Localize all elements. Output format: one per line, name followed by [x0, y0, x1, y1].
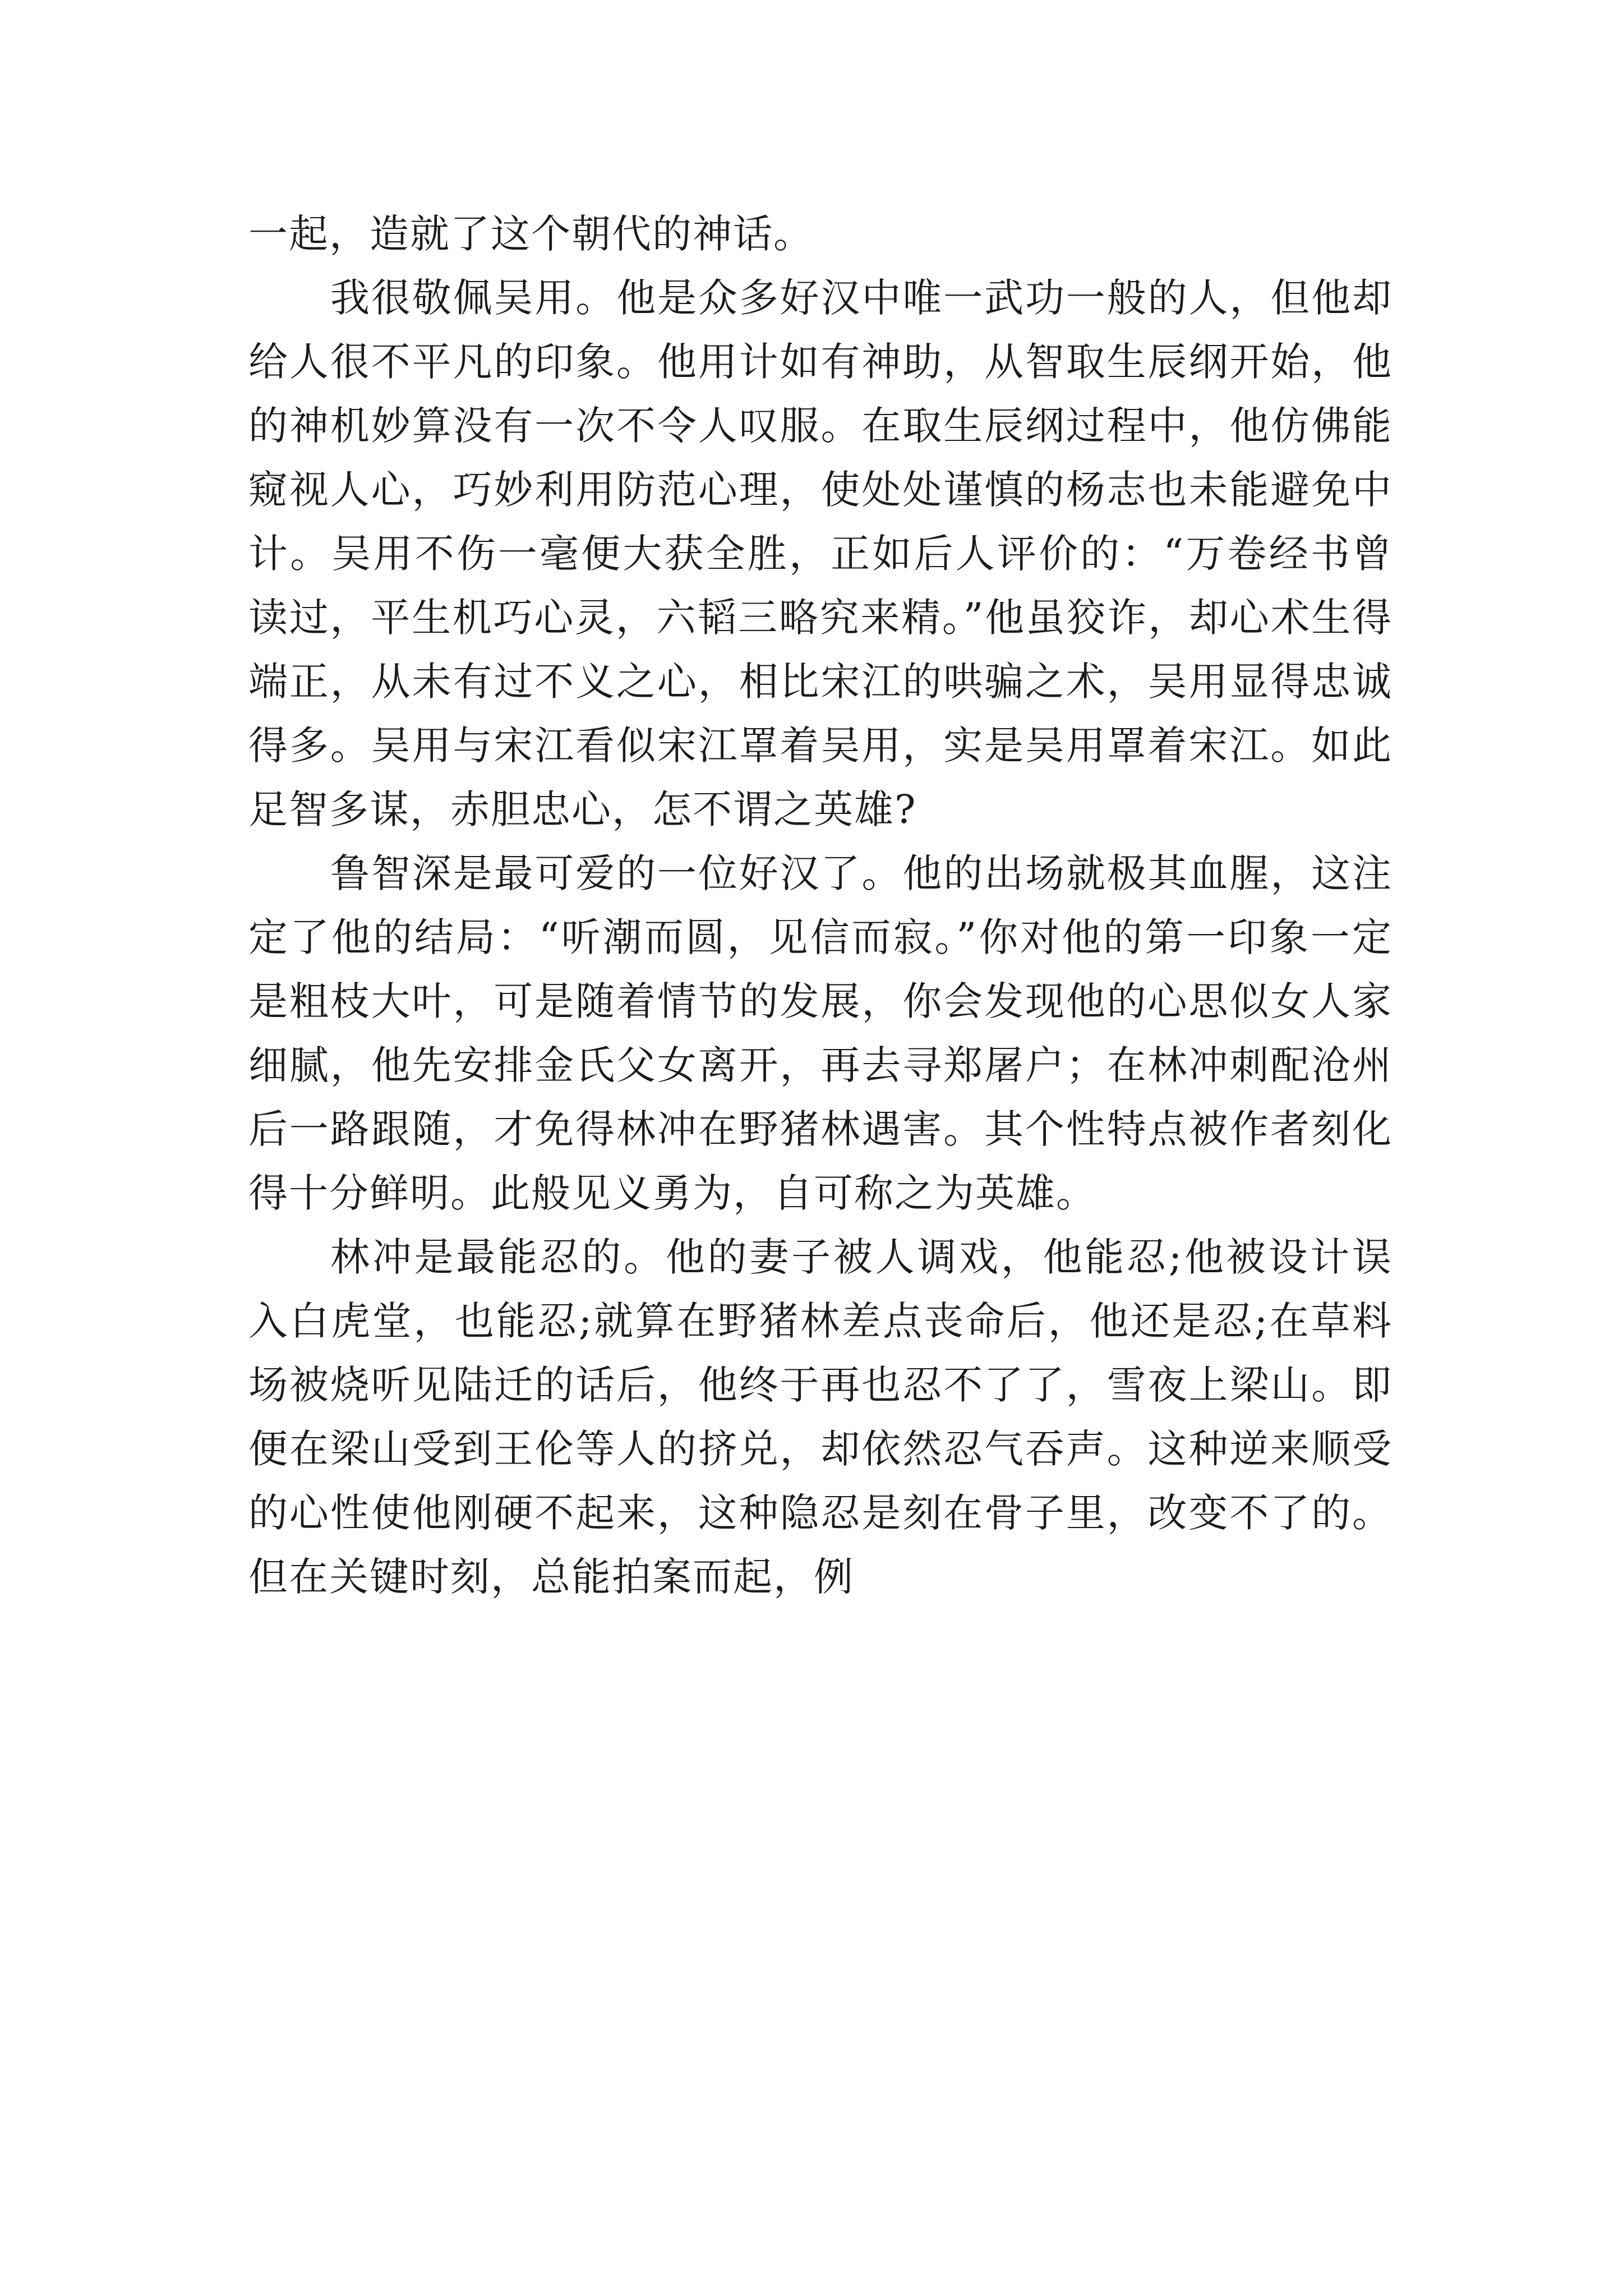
document-page — [248, 202, 1393, 1609]
paragraph-lin-chong: 林冲是最能忍的。他的妻子被人调戏，他能忍;他被设计误入白虎堂，也能忍;就算在野猪林差点丧命后，他还是忍;在草料场被烧听见陆迁的话后，他终于再也忍不了了，雪夜上梁山。即便在梁山受到王伦等人的挤兑，却依然忍气吞声。这种逆来顺受的心性使他刚硬不起来，这种隐忍是刻在骨子里，改变不了的。但在关键时刻，总能拍案而起，例 — [248, 1234, 1393, 1600]
paragraph-wu-yong: 我很敬佩吴用。他是众多好汉中唯一武功一般的人，但他却给人很不平凡的印象。他用计如有神助，从智取生辰纲开始，他的神机妙算没有一次不令人叹服。在取生辰纲过程中，他仿佛能窥视人心，巧妙利用防范心理，使处处谨慎的杨志也未能避免中计。吴用不伤一毫便大获全胜，正如后人评价的：“万卷经书曾读过，平生机巧心灵，六韬三略究来精。”他虽狡诈，却心术生得端正，从未有过不义之心，相比宋江的哄骗之术，吴用显得忠诚得多。吴用与宋江看似宋江罩着吴用，实是吴用罩着宋江。如此足智多谋，赤胆忠心，怎不谓之英雄? — [248, 275, 1393, 832]
paragraph-lu-zhishen: 鲁智深是最可爱的一位好汉了。他的出场就极其血腥，这注定了他的结局：“听潮而圆，见信而寂。”你对他的第一印象一定是粗枝大叶，可是随着情节的发展，你会发现他的心思似女人家细腻，他先安排金氏父女离开，再去寻郑屠户；在林冲刺配沧州后一路跟随，才免得林冲在野猪林遇害。其个性特点被作者刻化得十分鲜明。此般见义勇为，自可称之为英雄。 — [248, 850, 1393, 1216]
paragraph-continuation: 一起，造就了这个朝代的神话。 — [248, 211, 814, 257]
